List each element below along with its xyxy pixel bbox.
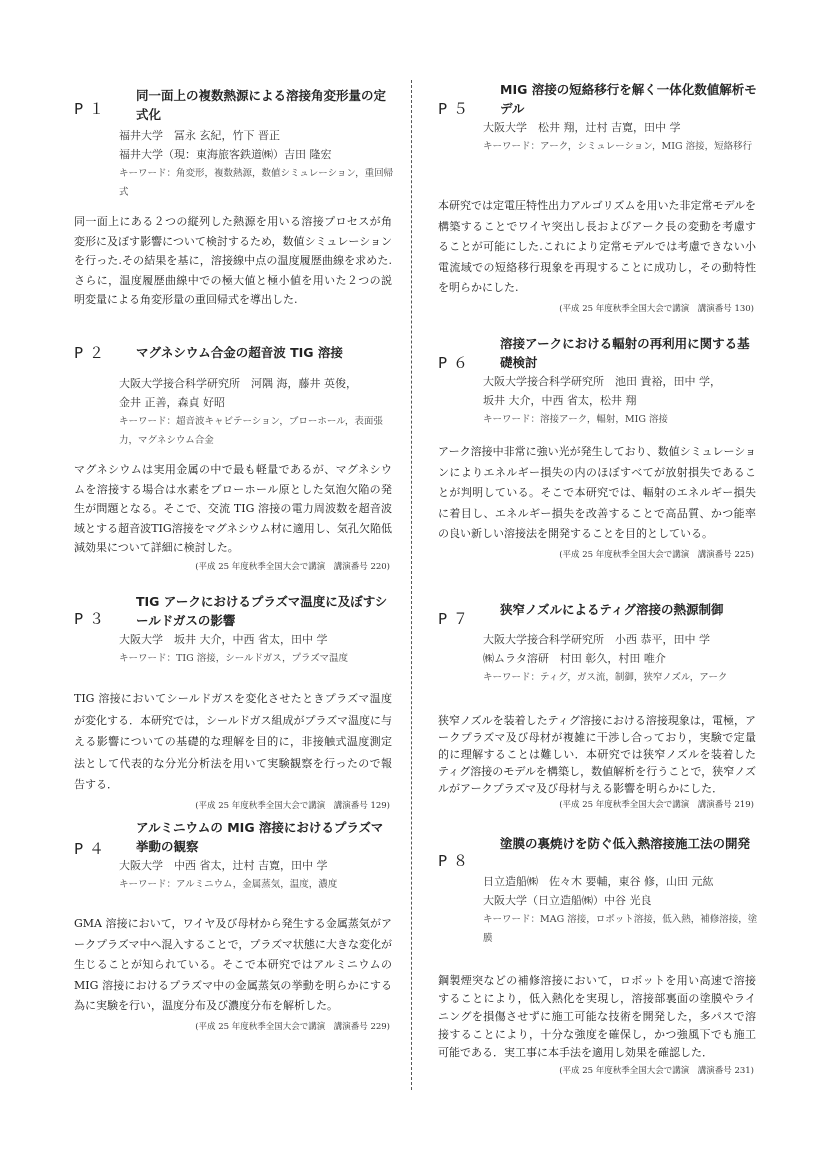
- paper-number: P５: [438, 100, 475, 118]
- paper-meta: [119, 630, 394, 668]
- abstract: [438, 442, 756, 565]
- abstract: [74, 688, 392, 817]
- keywords: キーワード：超音波キャビテーション，ブローホール，表面張力，マグネシウム合金: [119, 416, 383, 446]
- author-line: 坂井 大介，中西 省太，松井 翔: [483, 394, 637, 407]
- author-line: 福井大学（現：東海旅客鉄道㈱）吉田 隆宏: [119, 148, 332, 161]
- paper-number: P２: [74, 344, 111, 362]
- paper-title: 塗膜の裏焼けを防ぐ低入熱溶接施工法の開発: [500, 836, 751, 851]
- author-line: 日立造船㈱ 佐々木 要輔，東谷 修，山田 元紘: [483, 875, 714, 888]
- author-line: 大阪大学接合科学研究所 小西 恭平，田中 学: [483, 633, 710, 646]
- paper-meta: [119, 856, 394, 894]
- lecture-note: (平成 25 年度秋季全国大会で講演 講演番号 130): [559, 303, 754, 314]
- paper-number: P８: [438, 852, 475, 870]
- abstract: 同一面上にある２つの縦列した熱源を用いる溶接プロセスが角変形に及ぼす影響について検討するため，数値シミュレーションを行った.その結果を基に，溶接線中点の温度履歴曲線を求めた.さらに，温度履歴曲線中での極大値と極小値を用いた２つの説明変量による角変形量の重回帰式を導出した.: [74, 215, 392, 306]
- paper-title: 溶接アークにおける輻射の再利用に関する基礎検討: [500, 336, 750, 370]
- keywords: キーワード：ティグ，ガス流，制御，狭窄ノズル，アーク: [483, 672, 728, 683]
- paper-number: P３: [74, 610, 111, 628]
- keywords: キーワード：溶接アーク，輻射，MIG 溶接: [483, 414, 668, 425]
- paper-meta: [483, 372, 758, 429]
- paper-title: マグネシウム合金の超音波 TIG 溶接: [136, 345, 343, 360]
- abstract: [438, 712, 756, 814]
- author-line: ㈱ムラタ溶研 村田 彰久，村田 唯介: [483, 652, 666, 665]
- lecture-note: (平成 25 年度秋季全国大会で講演 講演番号 220): [195, 561, 390, 572]
- lecture-note: (平成 25 年度秋季全国大会で講演 講演番号 225): [559, 549, 754, 560]
- keywords: キーワード：アーク，シミュレーション，MIG 溶接，短絡移行: [483, 141, 753, 152]
- abstract-text: アーク溶接中非常に強い光が発生しており、数値シミュレーションによりエネルギー損失の内のほぼすべてが放射損失であることが判明している。そこで本研究では、輻射のエネルギー損失に着目し、エネルギー損失を改善することで高品質、かつ能率の良い新しい溶接法を開発することを目的としている。: [438, 445, 757, 540]
- paper-meta: [483, 118, 758, 156]
- abstract: [438, 196, 756, 319]
- abstract-text: 鋼製煙突などの補修溶接において，ロボットを用い高速で溶接することにより，低入熱化を実現し，溶接部裏面の塗膜やライニングを損傷させずに施工可能な技術を開発した，多パスで溶接することにより，十分な強度を確保し，かつ強風下でも施工可能である．実工事に本手法を適用し効果を確認した．: [438, 974, 756, 1059]
- abstract-text: マグネシウムは実用金属の中で最も軽量であるが、マグネシウムを溶接する場合は水素をブローホール原とした気泡欠陥の発生が問題となる。そこで、交流 TIG 溶接の電力周波数を超音波域とする超音波TIG溶接をマグネシウム材に適用し、気孔欠陥低減効果について詳細に検討した。: [74, 463, 392, 554]
- abstract-text: TIG 溶接においてシールドガスを変化させたときプラズマ温度が変化する．本研究では，シールドガス組成がプラズマ温度に与える影響についての基礎的な理解を目的に，非接触式温度測定法として代表的な分光分析法を用いて実験観察を行ったので報告する．: [74, 692, 392, 791]
- paper-meta: [483, 872, 758, 948]
- paper-title: TIG アークにおけるプラズマ温度に及ぼすシールドガスの影響: [136, 594, 388, 628]
- author-line: 大阪大学 坂井 大介，中西 省太，田中 学: [119, 633, 328, 646]
- paper-number: P７: [438, 610, 475, 628]
- author-line: 大阪大学接合科学研究所 池田 貴裕，田中 学，: [483, 375, 721, 388]
- author-line: 大阪大学接合科学研究所 河隅 海，藤井 英俊，: [119, 377, 357, 390]
- abstract-text: GMA 溶接において，ワイヤ及び母材から発生する金属蒸気がアークプラズマ中へ混入することで，プラズマ状態に大きな変化が生じることが知られている。そこで本研究ではアルミニウムの MIG 溶接におけるプラズマ中の金属蒸気の挙動を明らかにする為に実験を行い，温度分布及び濃度分布を解析した。: [74, 917, 392, 1012]
- paper-title: アルミニウムの MIG 溶接におけるプラズマ挙動の観察: [136, 820, 384, 854]
- keywords: キーワード：TIG 溶接，シールドガス，プラズマ温度: [119, 653, 349, 664]
- paper-meta: [119, 374, 394, 450]
- abstract: [74, 460, 392, 577]
- lecture-note: (平成 25 年度秋季全国大会で講演 講演番号 219): [559, 800, 754, 810]
- paper-title: MIG 溶接の短絡移行を解く一体化数値解析モデル: [500, 82, 757, 116]
- abstract: [438, 972, 756, 1080]
- abstract: [74, 914, 392, 1037]
- keywords: キーワード：アルミニウム，金属蒸気，温度，濃度: [119, 879, 338, 890]
- author-line: 福井大学 冨永 玄紀，竹下 晋正: [119, 129, 280, 142]
- paper-number: P６: [438, 354, 475, 372]
- lecture-note: (平成 25 年度秋季全国大会で講演 講演番号 129): [195, 800, 390, 811]
- abstract-text: 狭窄ノズルを装着したティグ溶接における溶接現象は，電極，アークプラズマ及び母材が複雑に干渉し合っており，実験で定量的に理解することは難しい．本研究では狭窄ノズルを装着したティグ溶接のモデルを構築し，数値解析を行うことで，狭窄ノズルがアークプラズマ及び母材与える影響を明らかにした．: [438, 714, 756, 795]
- keywords: キーワード：角変形，複数熱源，数値シミュレーション，重回帰式: [119, 168, 394, 198]
- abstract-text: 本研究では定電圧特性出力アルゴリズムを用いた非定常モデルを構築することでワイヤ突出し長およびアーク長の変動を考慮することが可能にした.これにより定常モデルでは考慮できない小電流域での短絡移行現象を再現することに成功し，その動特性を明らかにした.: [438, 199, 756, 294]
- paper-meta: [483, 630, 758, 687]
- paper-title: 同一面上の複数熱源による溶接角変形量の定式化: [136, 88, 387, 122]
- author-line: 大阪大学 松井 翔，辻村 吉寛，田中 学: [483, 121, 681, 134]
- keywords: キーワード：MAG 溶接，ロボット溶接，低入熱，補修溶接，塗膜: [483, 914, 758, 944]
- author-line: 金井 正善，森貞 好昭: [119, 396, 225, 409]
- paper-number: P１: [74, 100, 111, 118]
- paper-title: 狭窄ノズルによるティグ溶接の熱源制御: [500, 602, 724, 617]
- paper-number: P４: [74, 840, 111, 858]
- column-divider: [411, 80, 412, 1090]
- author-line: 大阪大学（日立造船㈱）中谷 光良: [483, 894, 652, 907]
- paper-meta: [119, 126, 394, 202]
- author-line: 大阪大学 中西 省太，辻村 吉寛，田中 学: [119, 859, 328, 872]
- lecture-note: (平成 25 年度秋季全国大会で講演 講演番号 231): [559, 1066, 754, 1076]
- lecture-note: (平成 25 年度秋季全国大会で講演 講演番号 229): [195, 1021, 390, 1032]
